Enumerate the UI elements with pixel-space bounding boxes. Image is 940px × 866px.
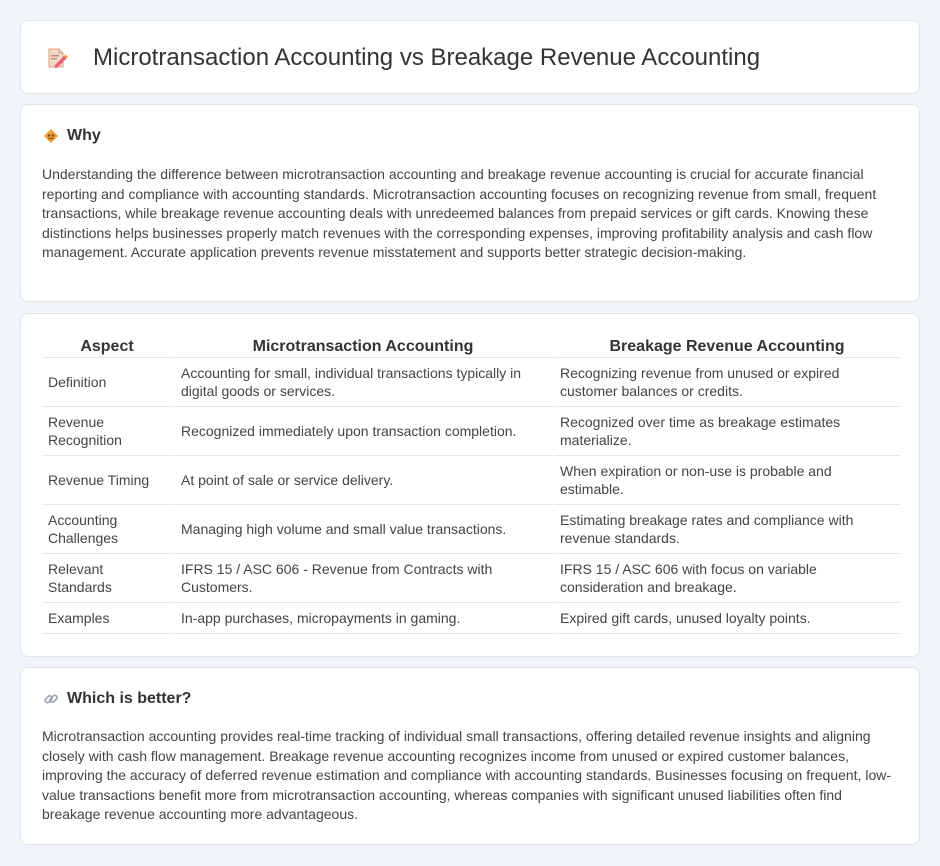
better-heading	[43, 690, 191, 708]
cell-microtransaction: Accounting for small, individual transactions typically in digital goods or services.	[175, 358, 554, 407]
cell-aspect: Accounting Challenges	[42, 505, 175, 554]
table-header-row	[42, 336, 900, 358]
cell-breakage: Recognized over time as breakage estimates materialize.	[554, 407, 900, 456]
comparison-table	[42, 336, 900, 634]
header-microtransaction: Microtransaction Accounting	[175, 336, 554, 358]
why-paragraph: Understanding the difference between microtransaction accounting and breakage revenue accounting is crucial for accurate financial reporting and compliance with accounting standards. Microtransaction accounting focuses on recognizing revenue from small, frequent transactions, while breakage revenue accounting deals with unredeemed balances from prepaid services or gift cards. Knowing these distinctions helps businesses properly match revenues with the corresponding expenses, improving profitability analysis and cash flow management. Accurate application prevents revenue misstatement and supports better strategic decision-making.	[42, 166, 877, 260]
cell-microtransaction: Recognized immediately upon transaction completion.	[175, 407, 554, 456]
cell-aspect: Examples	[42, 603, 175, 634]
cell-breakage: Estimating breakage rates and compliance with revenue standards.	[554, 505, 900, 554]
cell-aspect: Relevant Standards	[42, 554, 175, 603]
why-title: Why	[67, 127, 101, 144]
cell-microtransaction: IFRS 15 / ASC 606 - Revenue from Contracts with Customers.	[175, 554, 554, 603]
cell-breakage: Expired gift cards, unused loyalty points.	[554, 603, 900, 634]
why-section	[20, 104, 920, 302]
diamond-warning-icon	[43, 128, 59, 144]
better-title: Which is better?	[67, 690, 192, 707]
cell-breakage: Recognizing revenue from unused or expired customer balances or credits.	[554, 358, 900, 407]
why-heading	[43, 127, 101, 145]
header-card	[20, 20, 920, 94]
table-row	[42, 603, 900, 634]
table-row	[42, 407, 900, 456]
cell-aspect: Revenue Recognition	[42, 407, 175, 456]
cell-microtransaction: At point of sale or service delivery.	[175, 456, 554, 505]
header-breakage: Breakage Revenue Accounting	[554, 336, 900, 358]
cell-breakage: When expiration or non-use is probable and estimable.	[554, 456, 900, 505]
page-title: Microtransaction Accounting vs Breakage Revenue Accounting	[93, 44, 761, 71]
cell-aspect: Definition	[42, 358, 175, 407]
table-row	[42, 358, 900, 407]
table-row	[42, 505, 900, 554]
which-better-section	[20, 667, 920, 845]
document-pencil-icon	[45, 46, 69, 70]
cell-aspect: Revenue Timing	[42, 456, 175, 505]
table-row	[42, 456, 900, 505]
cell-microtransaction: In-app purchases, micropayments in gaming.	[175, 603, 554, 634]
link-icon	[43, 691, 59, 707]
table-row	[42, 554, 900, 603]
better-paragraph: Microtransaction accounting provides real-time tracking of individual small transactions, offering detailed revenue insights and aligning closely with cash flow management. Breakage revenue accounting recognizes income from unused or expired customer balances, improving the accuracy of deferred revenue estimation and compliance with accounting standards. Businesses focusing on frequent, low-value transactions benefit more from microtransaction accounting, whereas companies with significant unused liabilities often find breakage revenue accounting more advantageous.	[42, 728, 892, 822]
header-aspect: Aspect	[42, 336, 175, 358]
comparison-section	[20, 313, 920, 657]
cell-microtransaction: Managing high volume and small value transactions.	[175, 505, 554, 554]
cell-breakage: IFRS 15 / ASC 606 with focus on variable consideration and breakage.	[554, 554, 900, 603]
